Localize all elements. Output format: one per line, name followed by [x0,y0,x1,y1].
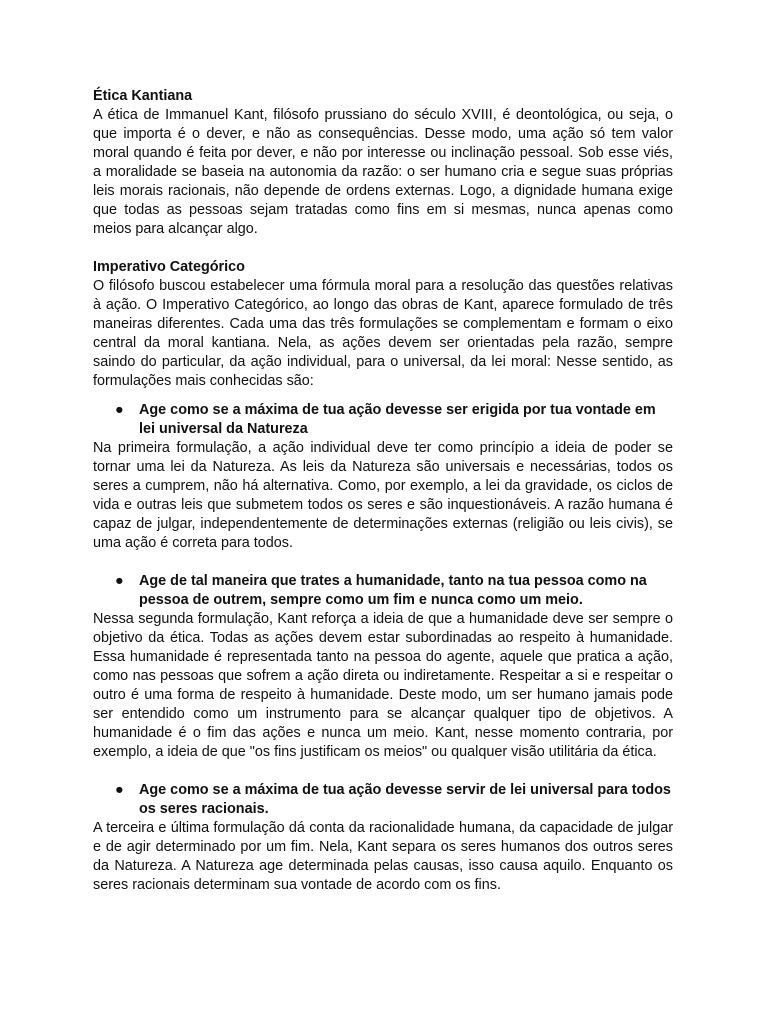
formulation-paragraph-1: Na primeira formulação, a ação individual deve ter como princípio a ideia de poder se tornar uma lei da Natureza. As leis da Natureza são universais e necessárias, todos os seres a cumprem, não há alternativa. Como, por exemplo, a lei da gravidade, os ciclos de vida e outras leis que submetem todos os seres e são inquestionáveis. A razão humana é capaz de julgar, independentemente de determinações externas (religião ou leis civis), se uma ação é correta para todos. [93,440,673,551]
formulation-paragraph-3: A terceira e última formulação dá conta da racionalidade humana, da capacidade de julgar e de agir determinado por um fim. Nela, Kant separa os seres humanos dos outros seres da Natureza. A Natureza age determinada pelas causas, isso causa aquilo. Enquanto os seres racionais determinam sua vontade de acordo com os fins. [93,820,673,893]
spacer [93,391,673,401]
spacer [93,553,673,572]
formulation-heading-1 [115,401,673,439]
formulation-heading-text: Age como se a máxima de tua ação devesse servir de lei universal para todos os seres racionais. [139,782,671,817]
formulation-heading-2 [115,572,673,610]
document-page [93,87,673,895]
formulation-paragraph-2: Nessa segunda formulação, Kant reforça a ideia de que a humanidade deve ser sempre o objetivo da ética. Todas as ações devem estar subordinadas ao respeito à humanidade. Essa humanidade é representada tanto na pessoa do agente, aquele que pratica a ação, como nas pessoas que sofrem a ação direta ou indiretamente. Respeitar a si e respeitar o outro é uma forma de respeito à humanidade. Deste modo, um ser humano jamais pode ser entendido como um instrumento para se alcançar qualquer tipo de objetivos. A humanidade é o fim das ações e nunca um meio. Kant, nesse momento contraria, por exemplo, a ideia de que "os fins justificam os meios" ou qualquer visão utilitária da ética. [93,611,673,760]
section-title-imperativo-categorico: Imperativo Categórico [93,259,245,275]
spacer [93,762,673,781]
section-title-etica-kantiana: Ética Kantiana [93,88,193,104]
spacer [93,239,673,258]
bullet-icon: ● [115,782,124,798]
formulation-heading-text: Age de tal maneira que trates a humanidade, tanto na tua pessoa como na pessoa de outrem, sempre como um fim e nunca como um meio. [139,573,647,608]
formulation-heading-3 [115,781,673,819]
formulation-heading-text: Age como se a máxima de tua ação devesse ser erigida por tua vontade em lei universal da Natureza [139,402,656,437]
paragraph-etica-kantiana: A ética de Immanuel Kant, filósofo prussiano do século XVIII, é deontológica, ou seja, o que importa é o dever, e não as consequências. Desse modo, uma ação só tem valor moral quando é feita por dever, e não por interesse ou inclinação pessoal. Sob esse viés, a moralidade se baseia na autonomia da razão: o ser humano cria e segue suas próprias leis morais racionais, não depende de ordens externas. Logo, a dignidade humana exige que todas as pessoas sejam tratadas como fins em si mesmas, nunca apenas como meios para alcançar algo. [93,107,673,237]
bullet-icon: ● [115,402,124,418]
paragraph-imperativo-categorico: O filósofo buscou estabelecer uma fórmula moral para a resolução das questões relativas à ação. O Imperativo Categórico, ao longo das obras de Kant, aparece formulado de três maneiras diferentes. Cada uma das três formulações se complementam e formam o eixo central da moral kantiana. Nela, as ações devem ser orientadas pela razão, sempre saindo do particular, da ação individual, para o universal, da lei moral: Nesse sentido, as formulações mais conhecidas são: [93,278,673,389]
bullet-icon: ● [115,573,124,589]
